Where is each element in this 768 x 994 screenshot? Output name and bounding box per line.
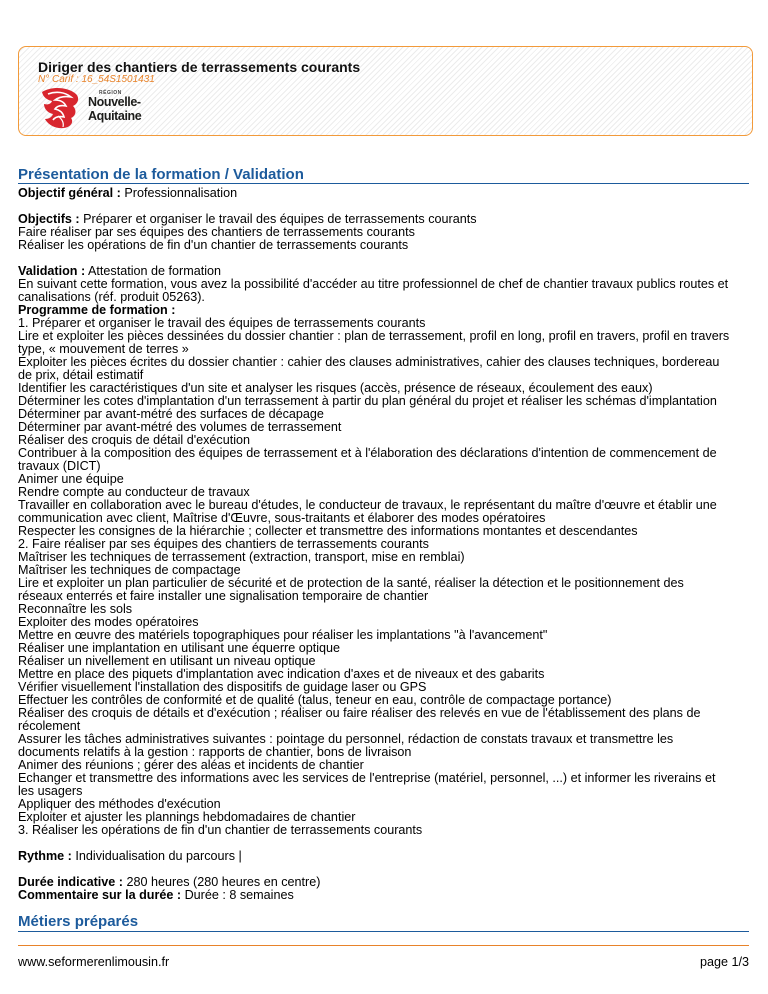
- programme-line: Déterminer par avant-métré des surfaces de décapage: [18, 407, 324, 421]
- objectif-line: Faire réaliser par ses équipes des chantiers de terrassements courants: [18, 225, 415, 239]
- programme-line: Exploiter des modes opératoires: [18, 615, 199, 629]
- carif-reference: N° Carif : 16_54S1501431: [38, 74, 155, 85]
- programme-line: Réaliser une implantation en utilisant une équerre optique: [18, 641, 341, 655]
- programme-line: Lire et exploiter un plan particulier de sécurité et de protection de la santé, réaliser la détection et le positionnement des: [18, 576, 684, 590]
- validation-label: Validation :: [18, 264, 86, 278]
- programme-line: les usagers: [18, 784, 83, 798]
- programme-line: communication avec client, Maîtrise d'Œuvre, sous-traitants et élaborer des modes opératoires: [18, 511, 546, 525]
- programme-line: Vérifier visuellement l'installation des dispositifs de guidage laser ou GPS: [18, 680, 427, 694]
- programme-line: réseaux enterrés et faire installer une signalisation temporaire de chantier: [18, 589, 429, 603]
- section-rule: [18, 183, 749, 184]
- programme-line: Réaliser des croquis de détail d'exécution: [18, 433, 251, 447]
- programme-line: travaux (DICT): [18, 459, 101, 473]
- programme-line: documents relatifs à la gestion : rapports de chantier, bons de livraison: [18, 745, 412, 759]
- programme-line: Contribuer à la composition des équipes de terrassement et à l'élaboration des déclarations d'intention de commencement de: [18, 446, 717, 460]
- programme-line: Exploiter les pièces écrites du dossier chantier : cahier des clauses administratives, cahier des clauses techniques, bordereau: [18, 355, 720, 369]
- lion-logo-icon: [38, 86, 84, 130]
- duree-value: 280 heures (280 heures en centre): [126, 875, 321, 889]
- programme-line: Appliquer des méthodes d'exécution: [18, 797, 221, 811]
- programme-line: type, « mouvement de terres »: [18, 342, 189, 356]
- section-title-presentation: Présentation de la formation / Validation: [18, 166, 304, 183]
- section-content: [18, 187, 748, 902]
- formation-title: Diriger des chantiers de terrassements courants: [38, 59, 361, 75]
- programme-line: Maîtriser les techniques de terrassement (extraction, transport, mise en remblai): [18, 550, 465, 564]
- programme-line: Réaliser des croquis de détails et d'exécution ; réaliser ou faire réaliser des relevés en vue de l'établissement des plans de: [18, 706, 701, 720]
- validation-line: canalisations (réf. produit 05263).: [18, 290, 205, 304]
- programme-line: 2. Faire réaliser par ses équipes des chantiers de terrassements courants: [18, 537, 429, 551]
- footer-website: www.seformerenlimousin.fr: [18, 955, 170, 969]
- programme-line: Reconnaître les sols: [18, 602, 133, 616]
- rythme-value: Individualisation du parcours |: [75, 849, 242, 863]
- programme-line: Respecter les consignes de la hiérarchie ; collecter et transmettre des informations montantes et descendantes: [18, 524, 638, 538]
- programme-line: Echanger et transmettre des informations avec les services de l'entreprise (matériel, personnel, ...) et informer les riverains et: [18, 771, 716, 785]
- programme-list: [18, 317, 748, 837]
- section-rule: [18, 931, 749, 932]
- objectif-general-value: Professionnalisation: [124, 186, 238, 200]
- logo-line-1: Nouvelle-: [88, 95, 141, 109]
- programme-label: Programme de formation :: [18, 303, 176, 317]
- region-logo: [38, 86, 156, 130]
- commentaire-value: Durée : 8 semaines: [184, 888, 294, 902]
- objectifs-label: Objectifs :: [18, 212, 80, 226]
- objectif-general: [18, 187, 748, 200]
- validation-line: En suivant cette formation, vous avez la possibilité d'accéder au titre professionnel de chef de chantier travaux publics routes et: [18, 277, 729, 291]
- programme-line: Déterminer les cotes d'implantation d'un terrassement à partir du plan général du projet et réaliser les schémas d'implantation: [18, 394, 717, 408]
- footer-rule: [18, 945, 749, 946]
- commentaire-duree: [18, 889, 748, 902]
- programme-line: Réaliser un nivellement en utilisant un niveau optique: [18, 654, 316, 668]
- programme-line: récolement: [18, 719, 81, 733]
- duree-label: Durée indicative :: [18, 875, 123, 889]
- programme-line: Animer une équipe: [18, 472, 124, 486]
- rythme-label: Rythme :: [18, 849, 72, 863]
- programme-line: Rendre compte au conducteur de travaux: [18, 485, 250, 499]
- rythme: [18, 850, 748, 863]
- section-title-metiers: Métiers préparés: [18, 913, 139, 930]
- programme-line: Travailler en collaboration avec le bureau d'études, le conducteur de travaux, le représentant du maître d'œuvre et établir une: [18, 498, 717, 512]
- programme-line: Mettre en place des piquets d'implantation avec indication d'axes et de niveaux et des gabarits: [18, 667, 545, 681]
- programme-line: Identifier les caractéristiques d'un site et analyser les risques (accès, présence de réseaux, écoulement des eaux): [18, 381, 653, 395]
- programme-line: Animer des réunions ; gérer des aléas et incidents de chantier: [18, 758, 364, 772]
- programme-line: 3. Réaliser les opérations de fin d'un chantier de terrassements courants: [18, 823, 423, 837]
- objectif-general-label: Objectif général :: [18, 186, 121, 200]
- commentaire-label: Commentaire sur la durée :: [18, 888, 182, 902]
- logo-region-label: RÉGION: [99, 90, 122, 96]
- programme-line: Mettre en œuvre des matériels topographiques pour réaliser les implantations "à l'avancement": [18, 628, 548, 642]
- objectif-line: Préparer et organiser le travail des équipes de terrassements courants: [83, 212, 477, 226]
- programme-line: Effectuer les contrôles de conformité et de qualité (talus, teneur en eau, contrôle de compactage portance): [18, 693, 612, 707]
- programme-line: Maîtriser les techniques de compactage: [18, 563, 241, 577]
- programme-line: Exploiter et ajuster les plannings hebdomadaires de chantier: [18, 810, 356, 824]
- validation-value: Attestation de formation: [88, 264, 222, 278]
- programme-line: Déterminer par avant-métré des volumes de terrassement: [18, 420, 342, 434]
- programme-line: 1. Préparer et organiser le travail des équipes de terrassements courants: [18, 316, 426, 330]
- objectif-line: Réaliser les opérations de fin d'un chantier de terrassements courants: [18, 238, 409, 252]
- programme-line: de prix, détail estimatif: [18, 368, 144, 382]
- programme-line: Assurer les tâches administratives suivantes : pointage du personnel, rédaction de constats travaux et transmettre les: [18, 732, 674, 746]
- programme-line: Lire et exploiter les pièces dessinées du dossier chantier : plan de terrassement, profil en long, profil en travers, profil en travers: [18, 329, 730, 343]
- footer-page-number: page 1/3: [699, 955, 749, 969]
- logo-line-2: Aquitaine: [88, 109, 142, 123]
